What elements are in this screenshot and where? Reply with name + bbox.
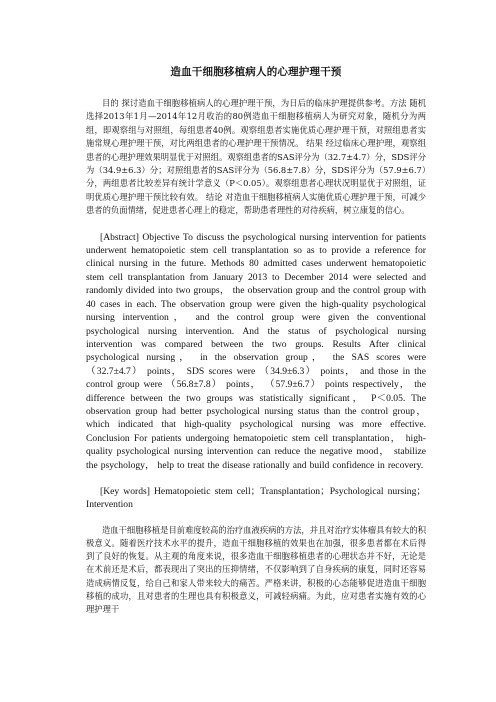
chinese-abstract: 目的 探讨造血干细胞移植病人的心理护理干预，为日后的临床护理提供参考。方法 随机选择2013年1月—2014年12月收治的80例造血干细胞移植病人为研究对象，随机分为两组，即观察组与对照组，每组患者40例。观察组患者实施优质心理护理干预，对照组患者实施常规心理护理干预，对比两组患者的心理护理干预情况。 结果 经过临床心理护理，观察组患者的心理护理效果明显优于对照组。观察组患者的SAS评分为（32.7±4.7）分，SDS评分为（34.9±6.3）分；对照组患者的SAS评分为（56.8±7.8）分，SDS评分为（57.9±6.7）分，两组患者比较差异有统计学意义（P＜0.05）。观察组患者心理状况明显优于对照组，证明优质心理护理干预比较有效。 结论 对造血干细胞移植病人实施优质心理护理干预，可减少患者的负面情绪，促进患者心理上的稳定，帮助患者理性的对待疾病，树立康复的信心。	[86, 98, 426, 216]
body-text: 造血干细胞移植是目前难度较高的治疗血液疾病的方法，并且对治疗实体瘤具有较大的积极意义。随着医疗技术水平的提升，造血干细胞移植的效果也在加强，很多患者都在术后得到了良好的恢复。从主观的角度来说，很多造血干细胞移植患者的心理状态并不好，无论是在术前还是术后，都表现出了突出的压抑情绪，不仅影响到了自身疾病的康复，同时还容易造成病情反复，给自己和家人带来较大的痛苦。严格来讲，积极的心态能够促进造血干细胞移植的成功，且对患者的生理也具有积极意义，可减轻病痛。为此，应对患者实施有效的心理护理干	[86, 524, 426, 614]
english-abstract: [Abstract] Objective To discuss the psychological nursing intervention for patients underwent hematopoietic stem cell transplantation so as to provide a reference for clinical nursing in the future. Methods 80 admitted cases underwent hematopoietic stem cell transplantation from January 2013 to December 2014 were selected and randomly divided into two groups， the observation group and the control group with 40 cases in each. The observation group were given the high-quality psychological nursing intervention， and the control group were given the conventional psychological nursing intervention. And the status of psychological nursing intervention was compared between the two groups. Results After clinical psychological nursing， in the observation group， the SAS scores were （32.7±4.7） points， SDS scores were （34.9±6.3） points， and those in the control group were （56.8±7.8） points， （57.9±6.7） points respectively， the difference between the two groups was statistically significant， P＜0.05. The observation group had better psychological nursing status than the control group， which indicated that high-quality psychological nursing was more effective. Conclusion For patients undergoing hematopoietic stem cell transplantation， high-quality psychological nursing intervention can reduce the negative mood， stabilize the psychology， help to treat the disease rationally and build confidence in recovery.	[86, 231, 426, 471]
english-keywords: [Key words] Hematopoietic stem cell；Transplantation；Psychological nursing；Intervention	[86, 485, 426, 511]
paper-title: 造血干细胞移植病人的心理护理干预	[170, 66, 342, 78]
